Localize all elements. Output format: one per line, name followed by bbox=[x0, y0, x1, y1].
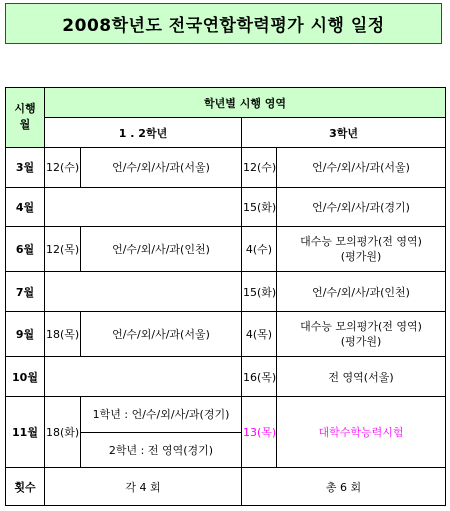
g12-area: 언/수/외/사/과(서울) bbox=[81, 147, 242, 187]
header-group: 학년별 시행 영역 bbox=[45, 88, 446, 118]
g3-area: 대수능 모의평가(전 영역) (평가원) bbox=[277, 312, 446, 357]
g3-date: 4(수) bbox=[242, 227, 277, 272]
header-grade-12: 1 . 2학년 bbox=[45, 118, 242, 147]
g3-date: 12(수) bbox=[242, 147, 277, 187]
g12-area-grade1: 1학년 : 언/수/외/사/과(경기) bbox=[81, 396, 242, 432]
footer-g12-count: 각 4 회 bbox=[45, 468, 242, 506]
g12-empty bbox=[45, 357, 242, 397]
header-grade-3: 3학년 bbox=[242, 118, 446, 147]
month-cell: 10월 bbox=[6, 357, 45, 397]
g12-empty bbox=[45, 187, 242, 227]
g12-area: 언/수/외/사/과(서울) bbox=[81, 312, 242, 357]
g12-date: 18(목) bbox=[45, 312, 81, 357]
footer-label: 횟수 bbox=[6, 468, 45, 506]
month-cell: 6월 bbox=[6, 227, 45, 272]
footer-g3-count: 총 6 회 bbox=[242, 468, 446, 506]
g3-date: 4(목) bbox=[242, 312, 277, 357]
g3-area: 언/수/외/사/과(서울) bbox=[277, 147, 446, 187]
g3-date: 16(목) bbox=[242, 357, 277, 397]
g12-date: 12(목) bbox=[45, 227, 81, 272]
g12-date: 18(화) bbox=[45, 396, 81, 467]
g3-area: 전 영역(서울) bbox=[277, 357, 446, 397]
g3-date-highlight: 13(목) bbox=[242, 396, 277, 467]
schedule-table bbox=[5, 87, 446, 506]
g3-area: 언/수/외/사/과(인천) bbox=[277, 272, 446, 312]
g3-area-highlight: 대학수학능력시험 bbox=[277, 396, 446, 467]
g3-date: 15(화) bbox=[242, 187, 277, 227]
g3-area: 대수능 모의평가(전 영역) (평가원) bbox=[277, 227, 446, 272]
g12-date: 12(수) bbox=[45, 147, 81, 187]
month-cell: 7월 bbox=[6, 272, 45, 312]
month-cell: 3월 bbox=[6, 147, 45, 187]
month-cell: 9월 bbox=[6, 312, 45, 357]
g12-area: 언/수/외/사/과(인천) bbox=[81, 227, 242, 272]
g12-empty bbox=[45, 272, 242, 312]
month-cell: 4월 bbox=[6, 187, 45, 227]
g3-area: 언/수/외/사/과(경기) bbox=[277, 187, 446, 227]
month-cell: 11월 bbox=[6, 396, 45, 467]
page-title: 2008학년도 전국연합학력평가 시행 일정 bbox=[5, 3, 442, 44]
header-month: 시행 월 bbox=[6, 88, 45, 148]
g12-area-grade2: 2학년 : 전 영역(경기) bbox=[81, 432, 242, 468]
g3-date: 15(화) bbox=[242, 272, 277, 312]
